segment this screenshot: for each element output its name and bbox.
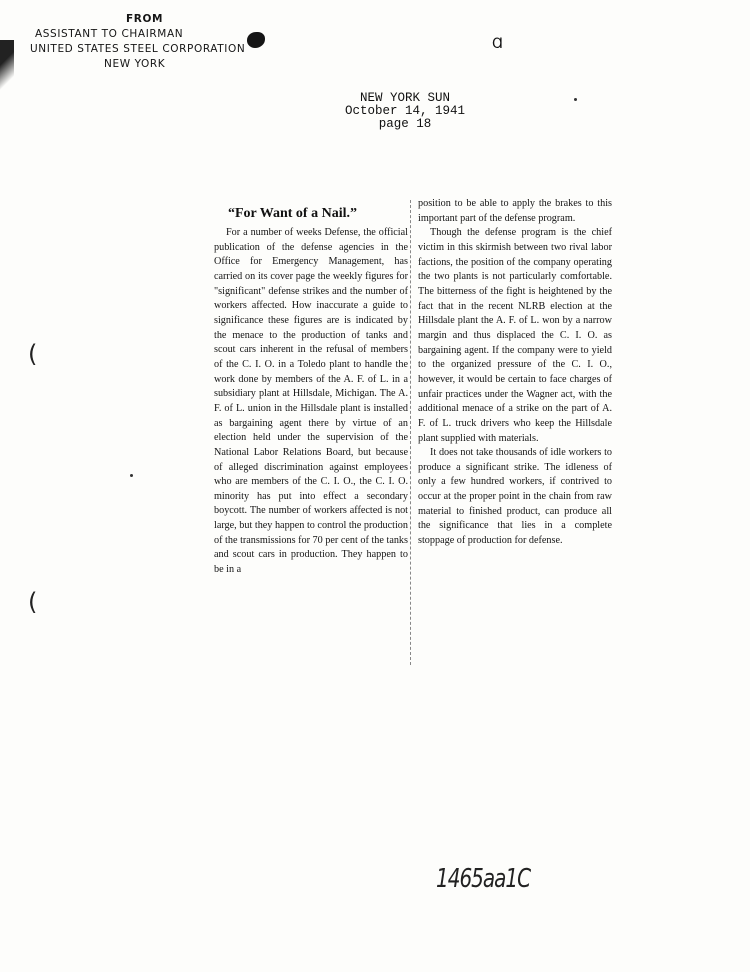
- letterhead-from: FROM: [126, 13, 164, 25]
- column2-paragraph: Though the defense program is the chief victim in this skirmish between two rival labor factions, the position of the company operating the two plants is not particularly comfortable. The bitterness of the fight is heightened by the fact that in the recent NLRB election at the Hillsdale plant the A. F. of L. won by a narrow margin and thus displaced the C. I. O. as bargaining agent. If the company were to yield to the organized pressure of the C. I. O., however, it would be certain to face charges of unfair practices under the Wagner act, with the additional menace of a strike on the part of A. F. of L. truck drivers who keep the Hillsdale plant supplied with materials.: [418, 227, 612, 444]
- source-paper: NEW YORK SUN: [359, 91, 450, 105]
- speck-mark: [574, 98, 577, 101]
- letterhead-city: NEW YORK: [104, 58, 166, 70]
- page-edge-shadow: [0, 40, 14, 110]
- speck-mark: [130, 474, 133, 477]
- handwritten-file-number: 1465aa1C: [436, 862, 531, 894]
- binder-hole-mark: (: [28, 588, 38, 616]
- column2-paragraph: position to be able to apply the brakes to this important part of the defense program.: [418, 198, 612, 224]
- ink-smudge-mark: Ɑ: [492, 36, 503, 52]
- source-date: October 14, 1941: [344, 104, 466, 118]
- article-column-2: [418, 197, 612, 549]
- article-title: “For Want of a Nail.”: [228, 206, 357, 221]
- column-divider: [410, 200, 411, 665]
- letterhead-assistant: ASSISTANT TO CHAIRMAN: [35, 28, 184, 40]
- ink-blot-mark: [247, 32, 265, 48]
- letterhead: [30, 12, 260, 72]
- column2-paragraph: It does not take thousands of idle workers to produce a significant strike. The idleness of only a few hundred workers, if contrived to occur at the proper point in the chain from raw material to finished product, can produce all the significance that lies in a complete stoppage of production for defense.: [418, 447, 612, 547]
- binder-hole-mark: (: [28, 340, 38, 368]
- source-citation: [330, 92, 480, 131]
- article-column-1: [214, 226, 408, 578]
- letterhead-corporation: UNITED STATES STEEL CORPORATION: [30, 43, 246, 55]
- source-page: page 18: [378, 117, 432, 131]
- column1-paragraph: For a number of weeks Defense, the official publication of the defense agencies in the Office for Emergency Management, has carried on its cover page the weekly figures for "significant" defense strikes and the number of workers affected. How inaccurate a guide to significance these figures are is indicated by the menace to the production of tanks and scout cars inherent in the refusal of members of the C. I. O. in a Toledo plant to handle the work done by members of the A. F. of L. in a subsidiary plant at Hillsdale, Michigan. The A. F. of L. union in the Hillsdale plant is installed as bargaining agent there by virtue of an election held under the supervision of the National Labor Relations Board, but because of alleged discrimination against employees who are members of the C. I. O., the C. I. O. minority has put into effect a secondary boycott. The number of workers affected is not large, but they happen to control the production of the transmissions for 70 per cent of the tanks and scout cars in production. They happen to be in a: [214, 227, 408, 576]
